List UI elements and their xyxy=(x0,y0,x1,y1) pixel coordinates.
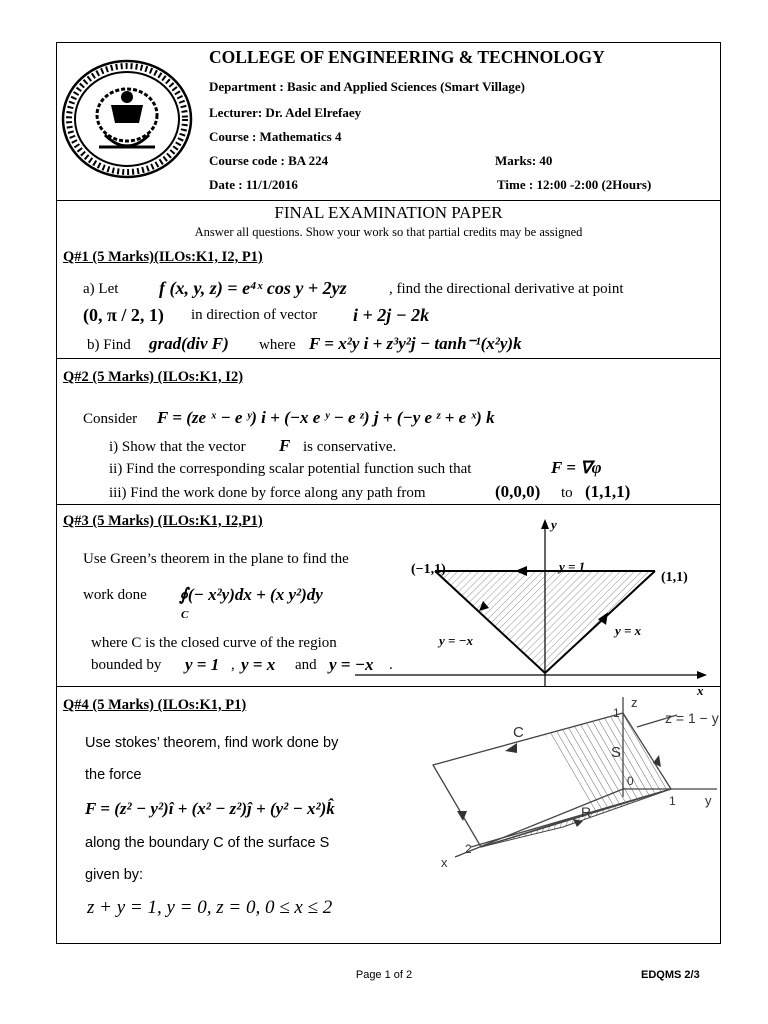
lecturer: Lecturer: Dr. Adel Elrefaey xyxy=(209,105,362,120)
q2-field: F = (ze ˣ − e ʸ) i + (−x e ʸ − e ᶻ) j + (−y e ᶻ + e ˣ) k xyxy=(157,408,495,427)
q1-b-expression: grad(div F) xyxy=(149,334,229,353)
q2-iii-to: (1,1,1) xyxy=(585,482,631,501)
exam-time: Time : 12:00 -2:00 (2Hours) xyxy=(497,177,652,192)
q2-iii-text: iii) Find the work done by force along any path from xyxy=(109,485,426,501)
course: Course : Mathematics 4 xyxy=(209,129,342,144)
exam-frame xyxy=(56,42,721,944)
q4-line2: the force xyxy=(85,767,142,783)
marks: Marks: 40 xyxy=(495,153,553,168)
exam-date: Date : 11/1/2016 xyxy=(209,177,298,192)
exam-instructions: Answer all questions. Show your work so that partial credits may be assigned xyxy=(194,225,583,239)
q2-section xyxy=(57,359,720,505)
q1-a-vector: i + 2j − 2k xyxy=(353,305,430,325)
q2-iii-from: (0,0,0) xyxy=(495,482,541,501)
q4-surface-s-hatch xyxy=(545,713,671,811)
q4-label-origin: 0 xyxy=(627,774,634,788)
document-code: EDQMS 2/3 xyxy=(641,969,700,981)
q3-line1: Use Green’s theorem in the plane to find the xyxy=(83,551,349,567)
q3-where: where C is the closed curve of the region xyxy=(91,635,337,651)
q3-work-done: work done xyxy=(83,587,147,603)
q3-label-line-top: y = 1 xyxy=(559,559,586,574)
q4-line3: along the boundary C of the surface S xyxy=(85,835,330,851)
q1-a-text: , find the directional derivative at point xyxy=(389,281,624,297)
q3-y-arrow-icon xyxy=(541,519,549,529)
q4-label-two-x: 2 xyxy=(465,842,472,856)
q2-consider: Consider xyxy=(83,411,138,427)
q4-label-z-axis: z xyxy=(631,695,638,710)
q3-condition-2: y = x xyxy=(241,655,276,674)
exam-title: FINAL EXAMINATION PAPER xyxy=(274,203,503,222)
q1-b-where: where xyxy=(259,337,296,353)
q4-label-one-y: 1 xyxy=(669,794,676,808)
college-seal-icon xyxy=(59,57,195,181)
q3-label-line-left: y = −x xyxy=(439,633,474,648)
q1-a-text2: in direction of vector xyxy=(191,307,318,323)
department: Department : Basic and Applied Sciences (Smart Village) xyxy=(209,79,525,94)
q3-bounded: bounded by xyxy=(91,657,162,673)
q4-line4: given by: xyxy=(85,867,144,883)
q4-line1: Use stokes’ theorem, find work done by xyxy=(85,735,339,751)
q4-surface: z + y = 1, y = 0, z = 0, 0 ≤ x ≤ 2 xyxy=(87,897,333,918)
q3-label-point-right: (1,1) xyxy=(661,570,688,585)
q2-i-text: i) Show that the vector xyxy=(109,439,246,455)
q2-iii-to-word: to xyxy=(561,485,573,501)
q3-section xyxy=(57,505,720,698)
q3-label-point-left: (−1,1) xyxy=(411,562,446,577)
q3-and: and xyxy=(295,657,317,673)
q1-b-field: F = x²y i + z³y²j − tanh⁻¹(x²y)k xyxy=(309,334,522,353)
q1-b-label: b) Find xyxy=(87,337,131,353)
q2-heading: Q#2 (5 Marks) (ILOs:K1, I2) xyxy=(63,369,244,385)
q4-heading: Q#4 (5 Marks) (ILOs:K1, P1) xyxy=(63,697,247,713)
q4-label-plane: z = 1 − y xyxy=(665,710,719,726)
q2-i-vector: F xyxy=(279,436,291,455)
q4-x-axis xyxy=(455,789,623,857)
q2-ii-expression: F = ∇φ xyxy=(551,458,602,477)
q4-field: F = (z² − y²)î + (x² − z²)ĵ + (y² − x²)k̂ xyxy=(85,799,335,818)
q4-label-y-axis: y xyxy=(705,793,712,808)
q4-bottom-edge xyxy=(471,789,671,847)
q3-integral: ∮(− x²y)dx + (x y²)dy xyxy=(179,585,323,604)
q4-label-r: R xyxy=(581,804,592,820)
q2-i-text2: is conservative. xyxy=(303,439,397,455)
q3-comma-1: , xyxy=(231,657,235,673)
header-section xyxy=(57,43,720,201)
q1-a-function: f (x, y, z) = e⁴ˣ cos y + 2yz xyxy=(159,278,347,298)
q4-label-x-axis: x xyxy=(441,855,448,870)
q3-region-figure xyxy=(347,505,722,698)
q1-heading: Q#1 (5 Marks)(ILOs:K1, I2, P1) xyxy=(63,249,263,265)
q3-label-line-right: y = x xyxy=(615,623,642,638)
q4-surface-figure xyxy=(405,697,720,883)
q3-c-subscript: C xyxy=(181,609,189,621)
q3-condition-3: y = −x xyxy=(329,655,374,674)
q3-condition-1: y = 1 xyxy=(185,655,220,674)
q1-section xyxy=(57,201,720,359)
q2-ii-text: ii) Find the corresponding scalar potential function such that xyxy=(109,461,472,477)
course-code: Course code : BA 224 xyxy=(209,153,329,168)
q4-label-s: S xyxy=(611,744,622,761)
q3-period: . xyxy=(389,657,393,673)
q4-label-one-z: 1 xyxy=(613,706,620,720)
q4-section xyxy=(57,687,720,942)
page-number: Page 1 of 2 xyxy=(355,969,413,981)
q1-a-label: a) Let xyxy=(83,281,119,297)
q3-x-arrow-icon xyxy=(697,671,707,679)
college-name: COLLEGE OF ENGINEERING & TECHNOLOGY xyxy=(209,47,605,67)
q1-a-point: (0, π / 2, 1) xyxy=(83,305,164,325)
q4-label-c: C xyxy=(513,724,524,741)
q3-heading: Q#3 (5 Marks) (ILOs:K1, I2,P1) xyxy=(63,513,263,529)
q3-label-x-axis: x xyxy=(697,683,704,698)
q3-label-y-axis: y xyxy=(551,517,557,532)
